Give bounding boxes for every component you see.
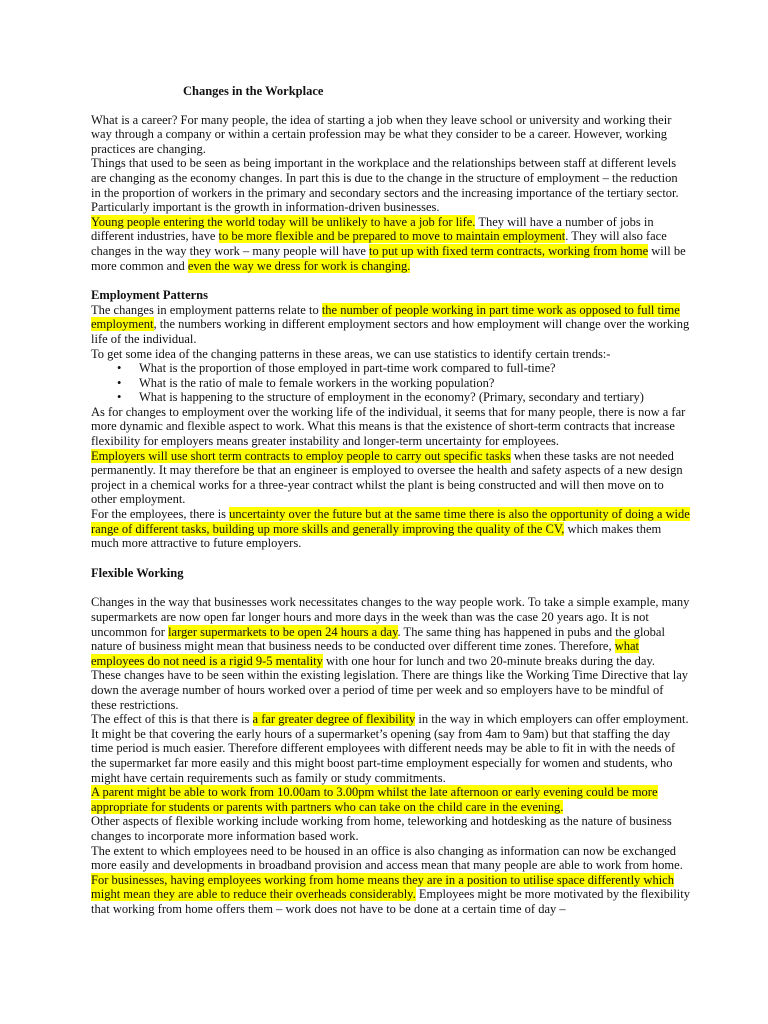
spacer [91, 273, 690, 288]
document-title: Changes in the Workplace [183, 84, 324, 98]
text-run: The effect of this is that there is [91, 712, 253, 727]
highlighted-text: a far greater degree of flexibility [252, 712, 416, 727]
list-item [117, 390, 690, 405]
highlighted-text: uncertainty over the future but at the same time there is also the opportunity of doing a wide range of different tasks, building up more skills and generally improving the quality of the CV, [91, 507, 690, 536]
text-run: Employees might be more motivated by the flexibility that working from home offers them – work does not have to be done at a certain time of day – [91, 887, 690, 916]
highlighted-text: what employees do not need is a rigid 9-5 mentality [91, 639, 640, 668]
flexible-paragraph-6: The extent to which employees need to be housed in an office is also changing as information can now be exchanged more easily and developments in broadband provision and access mean that many people are able to work from home. [91, 843, 683, 873]
text-run: They will have a number of jobs in different industries, have [91, 214, 654, 244]
text-run: The changes in employment patterns relate to [91, 302, 322, 317]
text-run: will be more common and [91, 243, 686, 273]
highlighted-text: For businesses, having employees working from home means they are in a position to utilise space differently which might mean they are able to reduce their overheads considerably. [91, 872, 674, 902]
bullet-icon: • [117, 390, 122, 405]
flexible-paragraph-2: These changes have to be seen within the existing legislation. There are things like the Working Time Directive that lay down the average number of hours worked over a period of time per week and so employers have to be mindful of these restrictions. [91, 668, 688, 712]
list-item-text: What is the ratio of male to female workers in the working population? [139, 375, 495, 390]
spacer [91, 551, 690, 566]
bullet-icon: • [117, 361, 122, 376]
highlighted-text: the number of people working in part time work as opposed to full time employment [91, 302, 680, 332]
employment-paragraph-2: To get some idea of the changing patterns in these areas, we can use statistics to identify certain trends:- [91, 346, 611, 361]
flexible-working-heading: Flexible Working [91, 565, 184, 580]
highlighted-text: Employers will use short term contracts to employ people to carry out specific tasks [91, 448, 511, 463]
text-run: when these tasks are not needed permanently. It may therefore be that an engineer is employed to oversee the health and safety aspects of a new design project in a chemical works for a three-year contract whilst the plant is being constructed and will then move on to other employment. [91, 448, 683, 507]
highlighted-text: Young people entering the world today will be unlikely to have a job for life. [91, 214, 476, 229]
intro-paragraph-1: What is a career? For many people, the idea of starting a job when they leave school or university and working their way through a company or within a certain profession may be what they consider to be a career. However, working practices are changing. [91, 112, 672, 156]
intro-paragraph-2: Things that used to be seen as being important in the workplace and the relationships between staff at different levels are changing as the economy changes. In part this is due to the change in the structure of employment – the reduction in the proportion of workers in the primary and secondary sectors and the increasing importance of the tertiary sector. Particularly important is the growth in information-driven businesses. [91, 156, 679, 215]
employment-paragraph-5 [91, 507, 690, 551]
highlighted-text: larger supermarkets to be open 24 hours a day [168, 624, 398, 639]
text-run: which makes them much more attractive to future employers. [91, 521, 662, 551]
list-item-text: What is happening to the structure of employment in the economy? (Primary, secondary and tertiary) [139, 390, 644, 405]
highlighted-text: A parent might be able to work from 10.00am to 3.00pm whilst the late afternoon or early evening could be more appropriate for students or parents with partners who can take on the child care in the evening. [91, 785, 658, 814]
highlighted-text: even the way we dress for work is changing. [187, 258, 411, 273]
trend-questions-list [91, 361, 690, 405]
employment-paragraph-1 [91, 303, 690, 347]
intro-paragraph-3 [91, 215, 690, 273]
flexible-paragraph-4 [91, 785, 690, 814]
text-run: , the numbers working in different employment sectors and how employment will change over the working life of the individual. [91, 317, 690, 346]
text-run: For the employees, there is [91, 507, 230, 522]
text-run: . The same thing has happened in pubs and the global nature of business might mean that business needs to be conducted over different time zones. Therefore, [91, 624, 665, 654]
employment-patterns-heading: Employment Patterns [91, 288, 208, 303]
flexible-paragraph-3 [91, 712, 690, 785]
text-run: in the way in which employers can offer employment. It might be that covering the early hours of a supermarket’s opening (say from 4am to 9am) but that staffing the day time period is much easier. Therefore different employees with different needs may be able to fit in with the needs of the supermarket far more easily and this might boost part-time employment especially for women and students, who might have certain requirements such as family or study commitments. [91, 712, 689, 785]
highlighted-text: to put up with fixed term contracts, working from home [369, 243, 649, 258]
text-run: with one hour for lunch and two 20-minute breaks during the day. [322, 653, 656, 668]
flexible-paragraph-1 [91, 595, 690, 668]
bullet-icon: • [117, 375, 122, 390]
list-item [117, 376, 690, 391]
spacer [91, 580, 690, 595]
employment-paragraph-4 [91, 449, 690, 507]
list-item [117, 361, 690, 376]
flexible-paragraph-5: Other aspects of flexible working include working from home, teleworking and hotdesking as the nature of business changes to incorporate more information based work. [91, 814, 672, 843]
list-item-text: What is the proportion of those employed in part-time work compared to full-time? [139, 361, 556, 376]
text-run: . They will also face changes in the way they work – many people will have [91, 229, 667, 258]
text-run: Changes in the way that businesses work necessitates changes to the way people work. To take a simple example, many supermarkets are now open far longer hours and more days in the week than was the case 20 years ago. It is not uncommon for [91, 595, 690, 639]
flexible-paragraph-7 [91, 873, 690, 917]
employment-paragraph-3: As for changes to employment over the working life of the individual, it seems that for many people, there is now a far more dynamic and flexible aspect to work. What this means is that the existence of short-term contracts that increase flexibility for employers means greater instability and longer-term uncertainty for employees. [91, 404, 686, 449]
highlighted-text: to be more flexible and be prepared to move to maintain employment [218, 229, 566, 244]
